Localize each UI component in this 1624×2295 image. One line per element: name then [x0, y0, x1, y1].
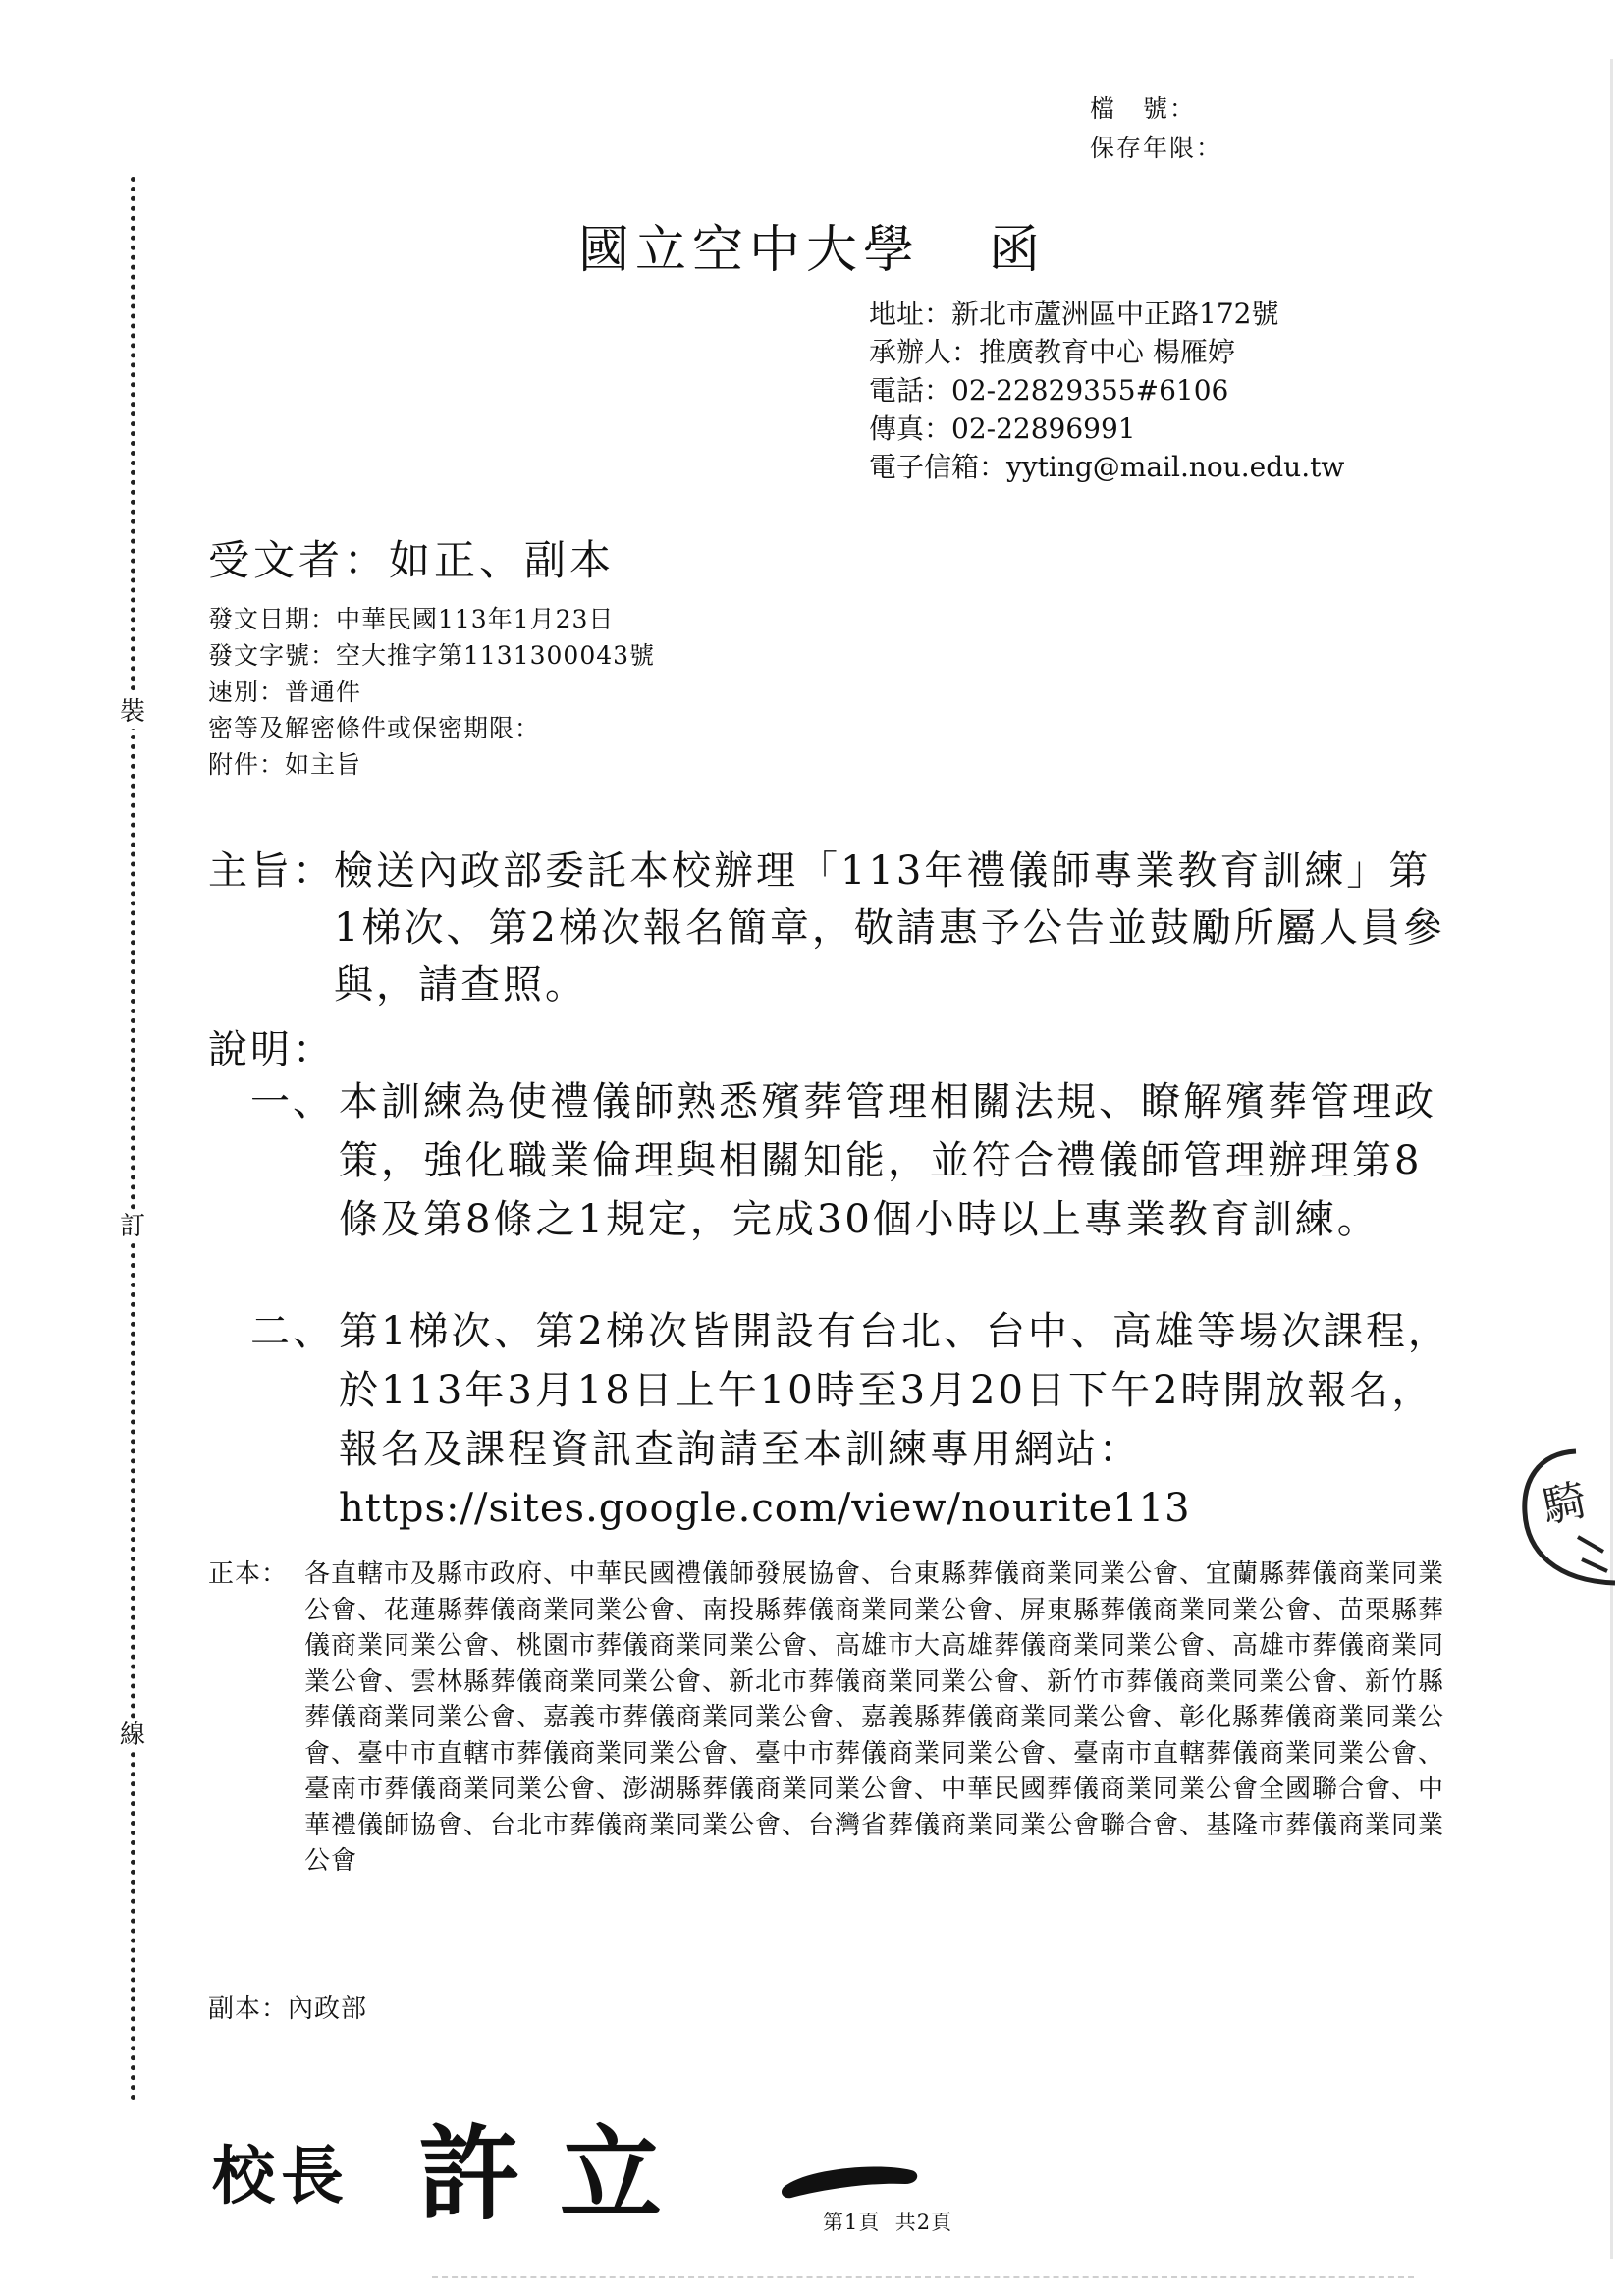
copy-label: 副本： — [208, 1994, 289, 2024]
subject-label: 主旨： — [208, 848, 335, 894]
issue-number: 發文字號：空大推字第1131300043號 — [208, 641, 656, 670]
svg-text:許立: 許立 — [418, 2113, 702, 2229]
contact-phone: 電話：02-22829355#6106 — [869, 374, 1229, 407]
contact-handler: 承辦人：推廣教育中心 楊雁婷 — [869, 336, 1235, 368]
item-number: 一、 — [250, 1079, 335, 1124]
contact-fax: 傳真：02-22896991 — [869, 412, 1136, 445]
distribution-original — [208, 1557, 1465, 1880]
doc-info-block — [208, 601, 655, 783]
speed-class: 速別：普通件 — [208, 678, 362, 706]
page-number — [823, 2207, 952, 2236]
item-number: 二、 — [250, 1309, 335, 1354]
svg-text:騎: 騎 — [1538, 1475, 1592, 1534]
distribution-copy — [208, 1989, 367, 2025]
seam-stamp — [1517, 1444, 1615, 1595]
seam-stamp-image — [1517, 1444, 1615, 1591]
attachment: 附件：如主旨 — [208, 750, 362, 779]
svg-text:校長: 校長 — [212, 2140, 350, 2213]
document-title — [0, 208, 1624, 282]
doc-type: 函 — [989, 221, 1047, 280]
explanation-label: 說明： — [208, 1027, 335, 1072]
copy-recipient: 內政部 — [288, 1994, 368, 2024]
issue-date: 發文日期：中華民國113年1月23日 — [208, 605, 615, 633]
binding-mark-xian: 線 — [116, 1719, 149, 1752]
distribution-label: 正本： — [208, 1559, 289, 1589]
secrecy-level: 密等及解密條件或保密期限： — [208, 714, 541, 742]
contact-email: 電子信箱：yyting@mail.nou.edu.tw — [869, 451, 1345, 483]
binding-dotted-line — [131, 177, 135, 2102]
item-text: 本訓練為使禮儀師熟悉殯葬管理相關法規、瞭解殯葬管理政策，強化職業倫理與相關知能，並符合禮儀師管理辦理第8條及第8條之1規定，完成30個小時以上專業教育訓練。 — [339, 1079, 1436, 1242]
binding-mark-zhuang: 裝 — [116, 695, 149, 729]
file-number-label: 檔 號： — [1090, 94, 1197, 123]
page-total: 共2頁 — [894, 2211, 953, 2234]
page-current: 第1頁 — [823, 2211, 881, 2234]
explanation-item-1 — [250, 1072, 1456, 1249]
contact-block — [869, 295, 1344, 486]
subject-section — [208, 843, 1455, 1013]
contact-address: 地址：新北市蘆洲區中正路172號 — [869, 298, 1279, 330]
item-text: 第1梯次、第2梯次皆開設有台北、台中、高雄等場次課程，於113年3月18日上午10時至3月20日下午2時開放報名，報名及課程資訊查詢請至本訓練專用網站： — [339, 1309, 1450, 1472]
explanation-item-2 — [250, 1302, 1456, 1538]
org-name: 國立空中大學 — [577, 221, 920, 280]
retention-label: 保存年限： — [1090, 134, 1223, 162]
scan-bottom-edge — [432, 2276, 1414, 2281]
training-website-url[interactable]: https://sites.google.com/view/nourite113 — [339, 1486, 1191, 1531]
scan-edge — [1610, 59, 1613, 2259]
recipient: 受文者：如正、副本 — [208, 536, 616, 584]
binding-mark-ding: 訂 — [116, 1210, 149, 1243]
distribution-list: 各直轄市及縣市政府、中華民國禮儀師發展協會、台東縣葬儀商業同業公會、宜蘭縣葬儀商業同業公會、花蓮縣葬儀商業同業公會、南投縣葬儀商業同業公會、屏東縣葬儀商業同業公會、苗栗縣葬儀商業同業公會、桃園市葬儀商業同業公會、高雄市大高雄葬儀商業同業公會、高雄市葬儀商業同業公會、雲林縣葬儀商業同業公會、新北市葬儀商業同業公會、新竹市葬儀商業同業公會、新竹縣葬儀商業同業公會、嘉義市葬儀商業同業公會、嘉義縣葬儀商業同業公會、彰化縣葬儀商業同業公會、臺中市直轄市葬儀商業同業公會、臺中市葬儀商業同業公會、臺南市直轄葬儀商業同業公會、臺南市葬儀商業同業公會、澎湖縣葬儀商業同業公會、中華民國葬儀商業同業公會全國聯合會、中華禮儀師協會、台北市葬儀商業同業公會、台灣省葬儀商業同業公會聯合會、基隆市葬儀商業同業公會 — [304, 1559, 1445, 1876]
subject-text: 檢送內政部委託本校辦理「113年禮儀師專業教育訓練」第1梯次、第2梯次報名簡章，敬請惠予公告並鼓勵所屬人員參與，請查照。 — [334, 848, 1445, 1008]
